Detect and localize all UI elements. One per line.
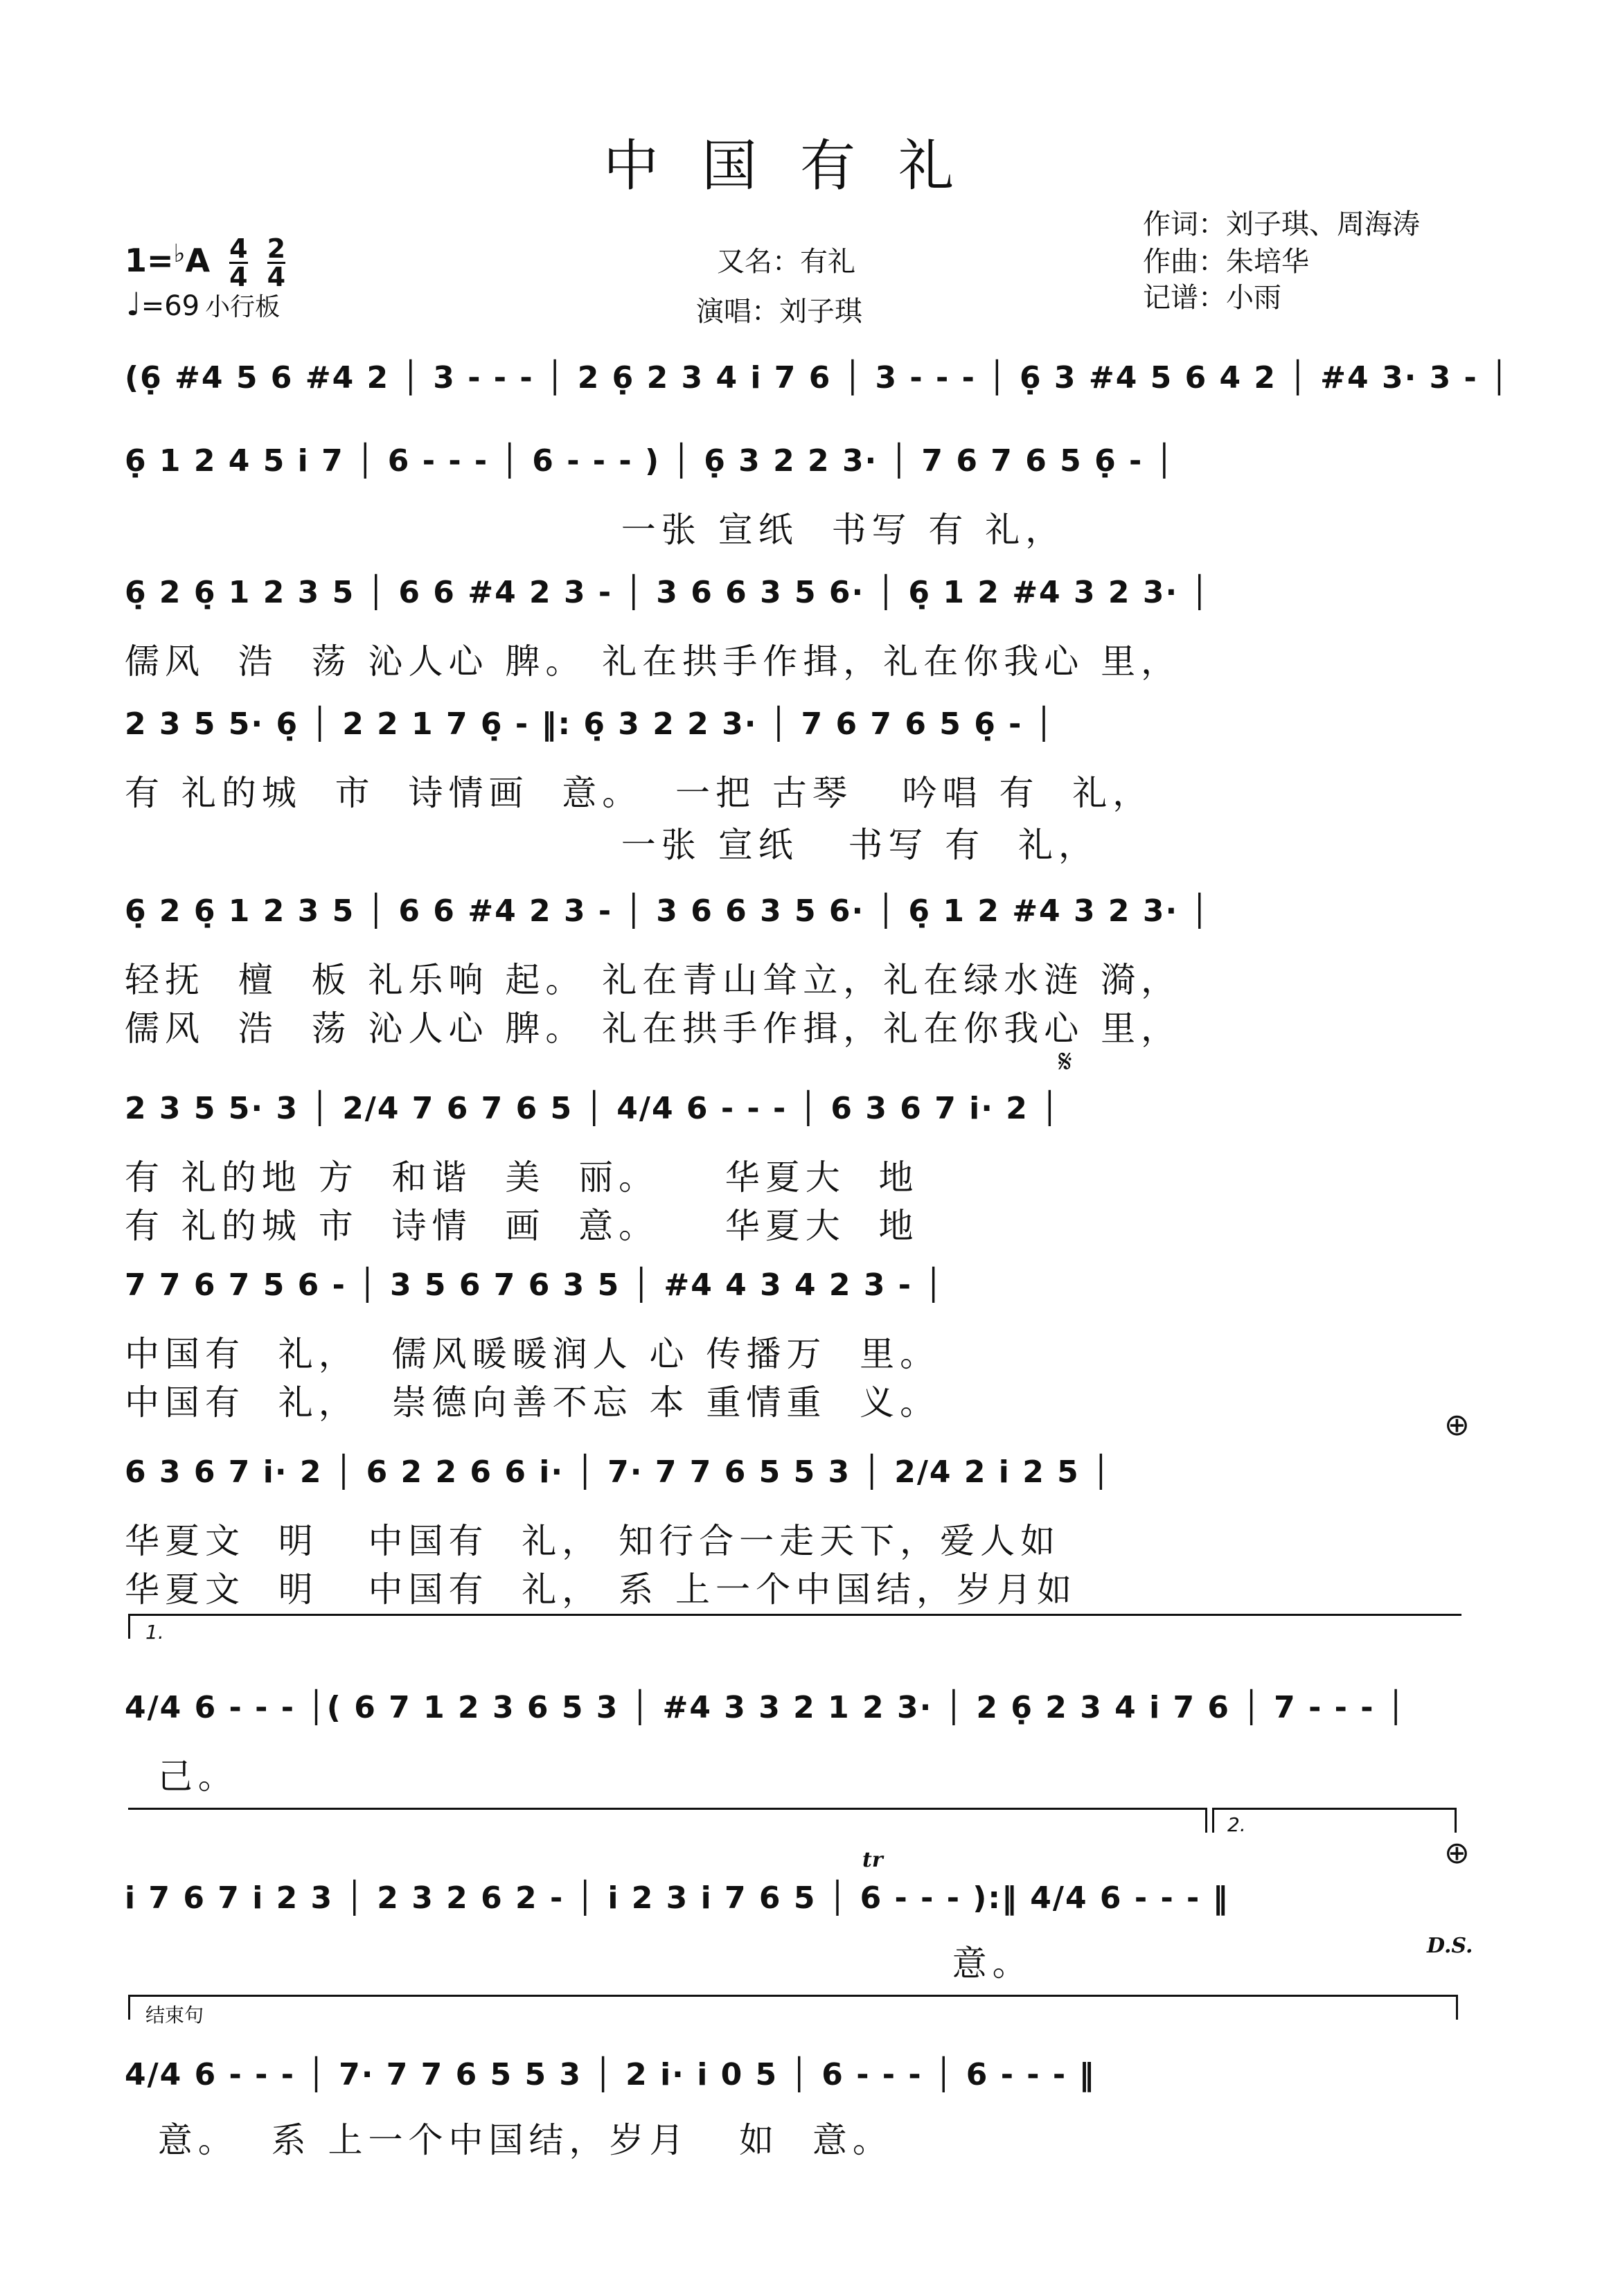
coda-icon: ⊕	[1444, 1407, 1470, 1443]
notation-line-10: i 7 6 7 i 2 3 │ 2 3 2 6 2 - │ i 2 3 i 7 6 5 │ 6 - - - ):‖ 4/4 6 - - - ‖	[125, 1880, 1229, 1916]
lyric-line-7-1: 中国有 礼， 儒风暖暖润人 心 传播万 里。	[125, 1334, 941, 1374]
notation-line-11: 4/4 6 - - - │ 7· 7 7 6 5 5 3 │ 2 i· i 0 5 │ 6 - - - │ 6 - - - ‖	[125, 2057, 1096, 2092]
segno-icon: 𝄋	[1058, 1042, 1072, 1080]
volta-2-tick	[1212, 1808, 1214, 1833]
notation-line-6: 2 3 5 5· 3 │ 2/4 7 6 7 6 5 │ 4/4 6 - - - │ 6 3 6 7 i· 2 │	[125, 1091, 1060, 1126]
quarter-note-icon: ♩	[126, 285, 141, 323]
lyric-line-8-2: 华夏文 明 中国有 礼， 系 上一个中国结，岁月如	[125, 1569, 1078, 1610]
volta-2-bracket	[1212, 1808, 1455, 1810]
time-signature-4-4: $\frac{4}{4}$	[229, 233, 248, 292]
song-title: 中国有礼	[603, 134, 997, 198]
coda-icon-2: ⊕	[1444, 1835, 1470, 1871]
volta-1-label: 1.	[145, 1621, 164, 1644]
notation-line-1: (6̣ #4 5 6 #4 2 │ 3 - - - │ 2 6̣ 2 3 4 i 7 6 │ 3 - - - │ 6̣ 3 #4 5 6 4 2 │ #4 3· 3 - │	[125, 360, 1510, 395]
trill-mark: tr	[862, 1848, 883, 1872]
alt-name: 又名：有礼	[717, 246, 855, 278]
notation-line-5: 6̣ 2 6̣ 1 2 3 5 │ 6 6 #4 2 3 - │ 3 6 6 3 5 6· │ 6̣ 1 2 #4 3 2 3· │	[125, 893, 1210, 929]
time-signature-2-4: $\frac{2}{4}$	[267, 233, 286, 292]
lyric-line-4-2: 一张 宣纸 书写 有 礼，	[125, 825, 1099, 865]
notation-line-7: 7 7 6 7 5 6 - │ 3 5 6 7 6 3 5 │ #4 4 3 4 2 3 - │	[125, 1267, 944, 1303]
notation-line-3: 6̣ 2 6̣ 1 2 3 5 │ 6 6 #4 2 3 - │ 3 6 6 3 5 6· │ 6̣ 1 2 #4 3 2 3· │	[125, 575, 1210, 610]
lyricist-credit: 作词：刘子琪、周海涛	[1143, 208, 1420, 240]
key-note: A	[185, 242, 211, 279]
lyric-line-7-2: 中国有 礼， 崇德向善不忘 本 重情重 义。	[125, 1382, 941, 1423]
volta-2-tick-inner	[1205, 1808, 1207, 1833]
transcriber-credit: 记谱：小雨	[1143, 282, 1281, 314]
key-signature	[125, 235, 285, 290]
ending-tick	[128, 1995, 130, 2020]
lyric-line-10-1: 意。	[125, 1943, 1033, 1984]
lyric-line-11-1: 意。 系 上一个中国结，岁月 如 意。	[125, 2120, 893, 2160]
volta-2-label: 2.	[1227, 1813, 1246, 1836]
singer-credit: 演唱：刘子琪	[696, 296, 862, 328]
flat-sign: ♭	[173, 240, 186, 268]
notation-line-2: 6̣ 1 2 4 5 i 7 │ 6 - - - │ 6 - - - ) │ 6̣ 3 2 2 3· │ 7 6 7 6 5 6̣ - │	[125, 443, 1175, 479]
volta-1-tick	[128, 1614, 130, 1639]
volta-end-line	[128, 1808, 1205, 1810]
notation-line-8: 6 3 6 7 i· 2 │ 6 2 2 6 6 i· │ 7· 7 7 6 5 5 3 │ 2/4 2 i 2 5 │	[125, 1454, 1112, 1490]
lyric-line-2-1: 一张 宣纸 书写 有 礼，	[125, 510, 1066, 550]
composer-credit: 作曲：朱培华	[1143, 246, 1309, 278]
tempo-label: 小行板	[205, 293, 281, 321]
lyric-line-8-1: 华夏文 明 中国有 礼， 知行合一走天下，爱人如	[125, 1521, 1061, 1561]
lyric-line-3-1: 儒风 浩 荡 沁人心 脾。 礼在拱手作揖，礼在你我心 里，	[125, 641, 1182, 682]
lyric-line-6-1: 有 礼的地 方 和谐 美 丽。 华夏大 地	[125, 1157, 919, 1198]
volta-1-bracket	[128, 1614, 1461, 1616]
notation-line-9: 4/4 6 - - - │( 6 7 1 2 3 6 5 3 │ #4 3 3 2 1 2 3· │ 2 6̣ 2 3 4 i 7 6 │ 7 - - - │	[125, 1690, 1407, 1725]
lyric-line-6-2: 有 礼的城 市 诗情 画 意。 华夏大 地	[125, 1206, 919, 1246]
lyric-line-5-1: 轻抚 檀 板 礼乐响 起。 礼在青山耸立，礼在绿水涟 漪，	[125, 960, 1182, 1000]
volta-2-end-tick	[1455, 1808, 1457, 1833]
lyric-line-5-2: 儒风 浩 荡 沁人心 脾。 礼在拱手作揖，礼在你我心 里，	[125, 1008, 1182, 1049]
ending-label: 结束句	[145, 2004, 204, 2027]
ending-end-tick	[1456, 1995, 1458, 2020]
tempo-value: =69	[141, 290, 200, 322]
lyric-line-9-1: 己。	[125, 1756, 238, 1797]
tempo-marking	[126, 285, 280, 323]
lyric-line-4-1: 有 礼的城 市 诗情画 意。 一把 古琴 吟唱 有 礼，	[125, 773, 1153, 813]
key-prefix: 1=	[125, 242, 174, 279]
ds-marking: D.S.	[1427, 1934, 1473, 1958]
ending-bracket	[128, 1995, 1458, 1997]
notation-line-4: 2 3 5 5· 6̣ │ 2 2 1 7 6̣ - ‖: 6̣ 3 2 2 3· │ 7 6 7 6 5 6̣ - │	[125, 706, 1055, 742]
